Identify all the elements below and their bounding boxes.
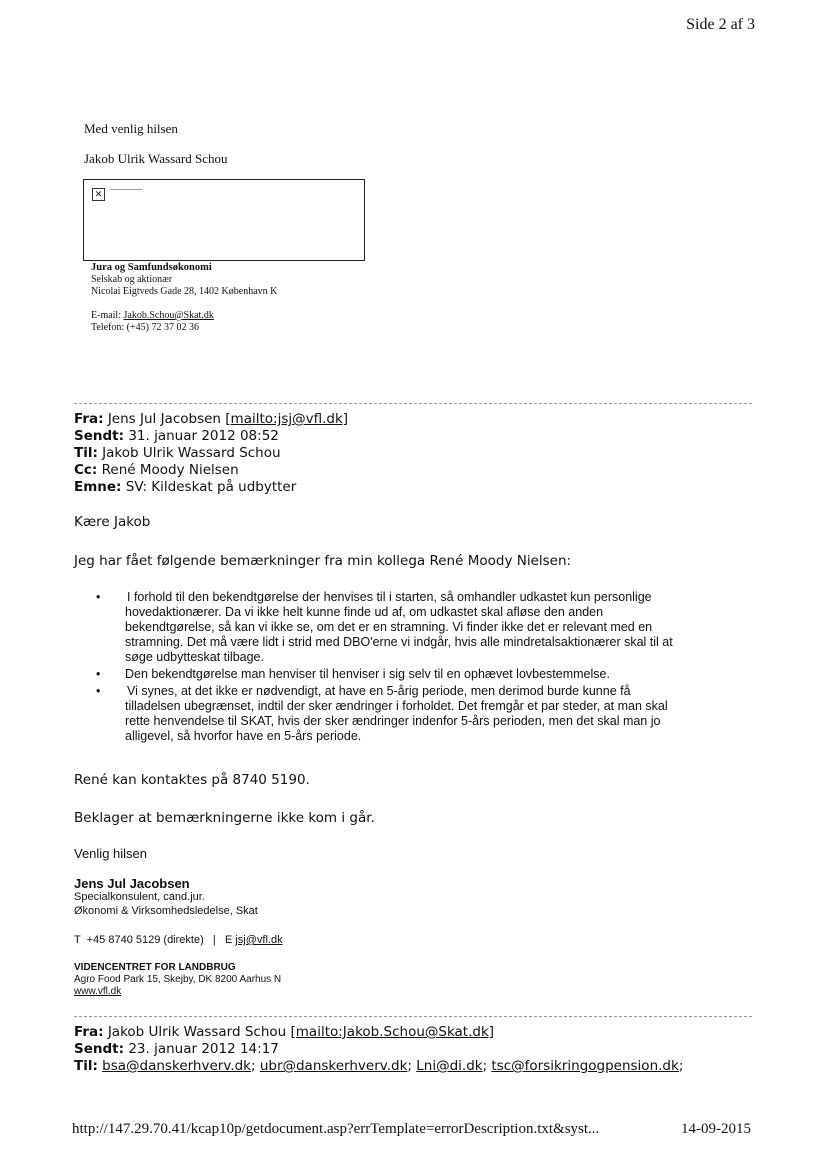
bullet-line: alligevel, så hvorfor have en 5-års periode. [125,729,362,743]
broken-image-icon: ✕ [92,188,105,201]
sender-contact-row [74,934,283,946]
signature-image-frame [83,179,365,261]
from-mailto-link[interactable]: [mailto:jsj@vfl.dk] [225,411,349,427]
bullet-line: Den bekendtgørelse man henviser til henviser i sig selv til en ophævet lovbestemmelse. [125,667,610,681]
from-value: Jakob Ulrik Wassard Schou [107,1024,291,1040]
bullet-symbol: • [96,667,101,681]
email-separator [74,1016,752,1017]
to-recipient-link[interactable]: ubr@danskerhverv.dk [259,1058,408,1074]
signature-phone: Telefon: (+45) 72 37 02 36 [91,322,199,333]
email1-from-row [74,411,348,428]
closing-greeting: Med venlig hilsen [84,121,178,136]
image-alt-line [110,189,142,190]
bullet-line: I forhold til den bekendtgørelse der henvises til i starten, så omhandler udkastet kun personlige [127,590,652,604]
signature-email-row [91,310,214,321]
signature-address: Nicolai Eigtveds Gade 28, 1402 København K [91,286,278,297]
page-number: Side 2 af 3 [686,16,755,33]
bullet-symbol: • [96,590,101,604]
bullet-list [96,590,673,744]
from-label: Fra: [74,411,104,427]
sender-name: Jens Jul Jacobsen [74,876,190,891]
recipient-separator: ; [250,1058,260,1074]
from-label: Fra: [74,1024,104,1040]
sender-title: Specialkonsulent, cand.jur. [74,891,205,903]
signature-name: Jakob Ulrik Wassard Schou [84,151,228,166]
email1-closing: Venlig hilsen [74,846,147,861]
sent-label: Sendt: [74,428,125,444]
to-recipient-link[interactable]: tsc@forsikringogpension.dk [491,1058,679,1074]
list-item [96,590,673,665]
email-separator [74,403,752,404]
email2-to-row [74,1058,683,1075]
signature-department: Jura og Samfundsøkonomi [91,262,212,273]
sent-value: 23. januar 2012 14:17 [128,1041,279,1057]
cc-value: René Moody Nielsen [101,462,239,478]
to-value: Jakob Ulrik Wassard Schou [102,445,281,461]
cc-label: Cc: [74,462,98,478]
from-mailto-link[interactable]: [mailto:Jakob.Schou@Skat.dk] [290,1024,495,1040]
email1-subject-row [74,479,296,496]
email-label: E-mail: [91,310,124,321]
recipient-separator: ; [678,1058,684,1074]
email2-sent-row [74,1041,279,1058]
email1-sent-row [74,428,279,445]
to-label: Til: [74,445,98,461]
footer-date: 14-09-2015 [681,1121,751,1137]
signature-unit: Selskab og aktionær [91,274,173,285]
to-recipient-link[interactable]: bsa@danskerhverv.dk [102,1058,251,1074]
bullet-symbol: • [96,684,101,698]
email1-cc-row [74,462,239,479]
footer-url: http://147.29.70.41/kcap10p/getdocument.asp?errTemplate=errorDescription.txt&syst... [72,1121,600,1137]
bullet-line: rette henvendelse til SKAT, hvis der sker ændringer indenfor 5-års perioden, men det skal man jo [125,714,661,728]
email2-from-row [74,1024,494,1041]
bullet-line: tilladelsen ubegrænset, indtil der sker ændringer i forholdet. Det fremgår et par steder, at man skal [125,699,668,713]
recipient-separator: ; [482,1058,492,1074]
sender-phone: T +45 8740 5129 (direkte) | E [74,934,236,946]
list-item [96,684,673,744]
email1-intro: Jeg har fået følgende bemærkninger fra min kollega René Moody Nielsen: [74,553,572,569]
signature-email-link[interactable]: Jakob.Schou@Skat.dk [123,310,214,321]
sent-value: 31. januar 2012 08:52 [128,428,279,444]
apology-line: Beklager at bemærkningerne ikke kom i går. [74,810,375,826]
bullet-line: Vi synes, at det ikke er nødvendigt, at have en 5-årig periode, men derimod burde kunne få [127,684,631,698]
subject-label: Emne: [74,479,122,495]
sender-department: Økonomi & Virksomhedsledelse, Skat [74,905,258,917]
to-label: Til: [74,1058,98,1074]
email1-to-row [74,445,281,462]
to-recipient-link[interactable]: Lni@di.dk [416,1058,483,1074]
bullet-line: hovedaktionærer. Da vi ikke helt kunne finde ud af, om udkastet skal afløse den anden [125,605,604,619]
bullet-line: søge udbytteskat tilbage. [125,650,264,664]
sent-label: Sendt: [74,1041,125,1057]
bullet-line: bekendtgørelse, så kan vi ikke se, om det er en stramning. Vi finder ikke det er relevant med en [125,620,653,634]
subject-value: SV: Kildeskat på udbytter [125,479,297,495]
email1-greeting: Kære Jakob [74,514,151,530]
sender-email-link[interactable]: jsj@vfl.dk [235,934,283,946]
sender-organization: VIDENCENTRET FOR LANDBRUG [74,962,236,973]
bullet-line: stramning. Det må være lidt i strid med DBO'erne vi indgår, hvis alle mindretalsaktionærer skal til at [125,635,673,649]
list-item [96,667,673,682]
recipient-separator: ; [407,1058,417,1074]
from-value: Jens Jul Jacobsen [107,411,226,427]
contact-line: René kan kontaktes på 8740 5190. [74,772,310,788]
sender-website-link[interactable]: www.vfl.dk [74,986,122,997]
sender-address: Agro Food Park 15, Skejby, DK 8200 Aarhus N [74,974,282,985]
